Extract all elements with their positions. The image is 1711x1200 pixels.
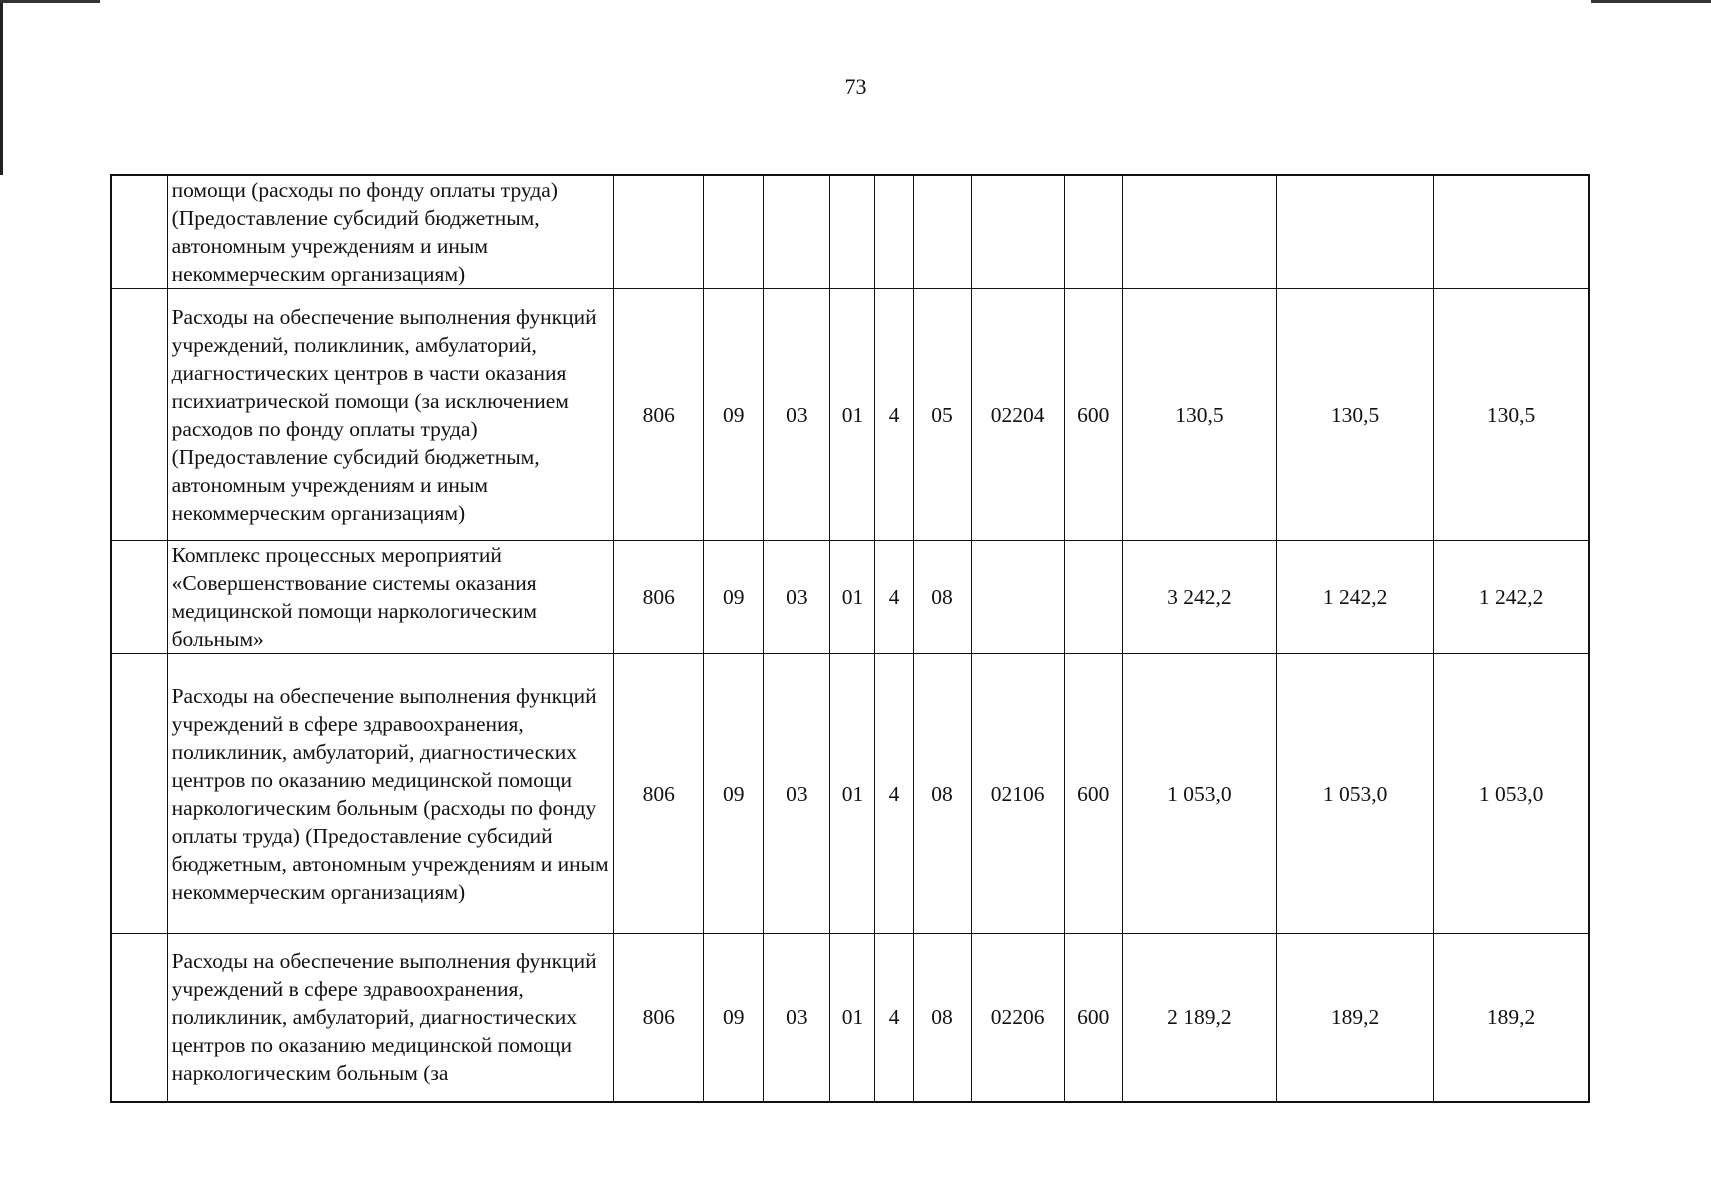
program-type-code: 4 — [875, 289, 913, 541]
amount-year-1: 2 189,2 — [1122, 934, 1276, 1102]
ministry-code — [614, 175, 704, 289]
program-type-code: 4 — [875, 654, 913, 934]
table-row — [111, 289, 1589, 541]
subsection-code: 03 — [764, 541, 830, 654]
page-number: 73 — [844, 74, 867, 99]
expense-direction-code — [971, 541, 1064, 654]
amount-year-1: 130,5 — [1122, 289, 1276, 541]
amount-year-2: 1 053,0 — [1277, 654, 1434, 934]
row-number-cell — [111, 541, 167, 654]
structural-element-code: 05 — [913, 289, 971, 541]
section-code — [704, 175, 764, 289]
ministry-code: 806 — [614, 934, 704, 1102]
expense-direction-code — [971, 175, 1064, 289]
ministry-code: 806 — [614, 654, 704, 934]
subsection-code: 03 — [764, 654, 830, 934]
section-code: 09 — [704, 934, 764, 1102]
expense-description: Расходы на обеспечение выполнения функций учреждений в сфере здравоохранения, поликлиник, амбулаторий, диагностических центров по оказанию медицинской помощи наркологическим больным (расходы по фонду оплаты труда) (Предоставление субсидий бюджетным, автономным учреждениям и иным некоммерческим организациям) — [167, 654, 614, 934]
amount-year-2: 130,5 — [1277, 289, 1434, 541]
section-code: 09 — [704, 654, 764, 934]
program-code — [830, 175, 875, 289]
program-code: 01 — [830, 934, 875, 1102]
expense-direction-code: 02106 — [971, 654, 1064, 934]
structural-element-code — [913, 175, 971, 289]
scan-edge-mark — [0, 0, 100, 3]
subsection-code — [764, 175, 830, 289]
amount-year-1: 3 242,2 — [1122, 541, 1276, 654]
table-row — [111, 541, 1589, 654]
amount-year-2: 189,2 — [1277, 934, 1434, 1102]
table-row — [111, 934, 1589, 1102]
program-type-code: 4 — [875, 934, 913, 1102]
subsection-code: 03 — [764, 934, 830, 1102]
scan-edge-mark — [1591, 0, 1711, 3]
row-number-cell — [111, 934, 167, 1102]
subsection-code: 03 — [764, 289, 830, 541]
expense-description: Расходы на обеспечение выполнения функций учреждений, поликлиник, амбулаторий, диагностических центров в части оказания психиатрической помощи (за исключением расходов по фонду оплаты труда) (Предоставление субсидий бюджетным, автономным учреждениям и иным некоммерческим организациям) — [167, 289, 614, 541]
expense-direction-code: 02204 — [971, 289, 1064, 541]
program-code: 01 — [830, 289, 875, 541]
expense-description: Расходы на обеспечение выполнения функций учреждений в сфере здравоохранения, поликлиник, амбулаторий, диагностических центров по оказанию медицинской помощи наркологическим больным (за — [167, 934, 614, 1102]
expense-description: Комплекс процессных мероприятий «Совершенствование системы оказания медицинской помощи наркологическим больным» — [167, 541, 614, 654]
program-type-code: 4 — [875, 541, 913, 654]
table-row — [111, 175, 1589, 289]
amount-year-2: 1 242,2 — [1277, 541, 1434, 654]
program-type-code — [875, 175, 913, 289]
structural-element-code: 08 — [913, 934, 971, 1102]
amount-year-2 — [1277, 175, 1434, 289]
section-code: 09 — [704, 289, 764, 541]
amount-year-3: 1 053,0 — [1434, 654, 1589, 934]
amount-year-3: 130,5 — [1434, 289, 1589, 541]
expense-type-code — [1064, 175, 1122, 289]
structural-element-code: 08 — [913, 541, 971, 654]
amount-year-3: 1 242,2 — [1434, 541, 1589, 654]
ministry-code: 806 — [614, 541, 704, 654]
row-number-cell — [111, 654, 167, 934]
expense-description: помощи (расходы по фонду оплаты труда) (Предоставление субсидий бюджетным, автономным учреждениям и иным некоммерческим организациям) — [167, 175, 614, 289]
table-row — [111, 654, 1589, 934]
budget-table — [110, 174, 1590, 1103]
section-code: 09 — [704, 541, 764, 654]
expense-type-code: 600 — [1064, 654, 1122, 934]
amount-year-1: 1 053,0 — [1122, 654, 1276, 934]
amount-year-3 — [1434, 175, 1589, 289]
structural-element-code: 08 — [913, 654, 971, 934]
row-number-cell — [111, 289, 167, 541]
amount-year-3: 189,2 — [1434, 934, 1589, 1102]
ministry-code: 806 — [614, 289, 704, 541]
program-code: 01 — [830, 654, 875, 934]
expense-direction-code: 02206 — [971, 934, 1064, 1102]
row-number-cell — [111, 175, 167, 289]
expense-type-code: 600 — [1064, 934, 1122, 1102]
expense-type-code — [1064, 541, 1122, 654]
expense-type-code: 600 — [1064, 289, 1122, 541]
program-code: 01 — [830, 541, 875, 654]
amount-year-1 — [1122, 175, 1276, 289]
